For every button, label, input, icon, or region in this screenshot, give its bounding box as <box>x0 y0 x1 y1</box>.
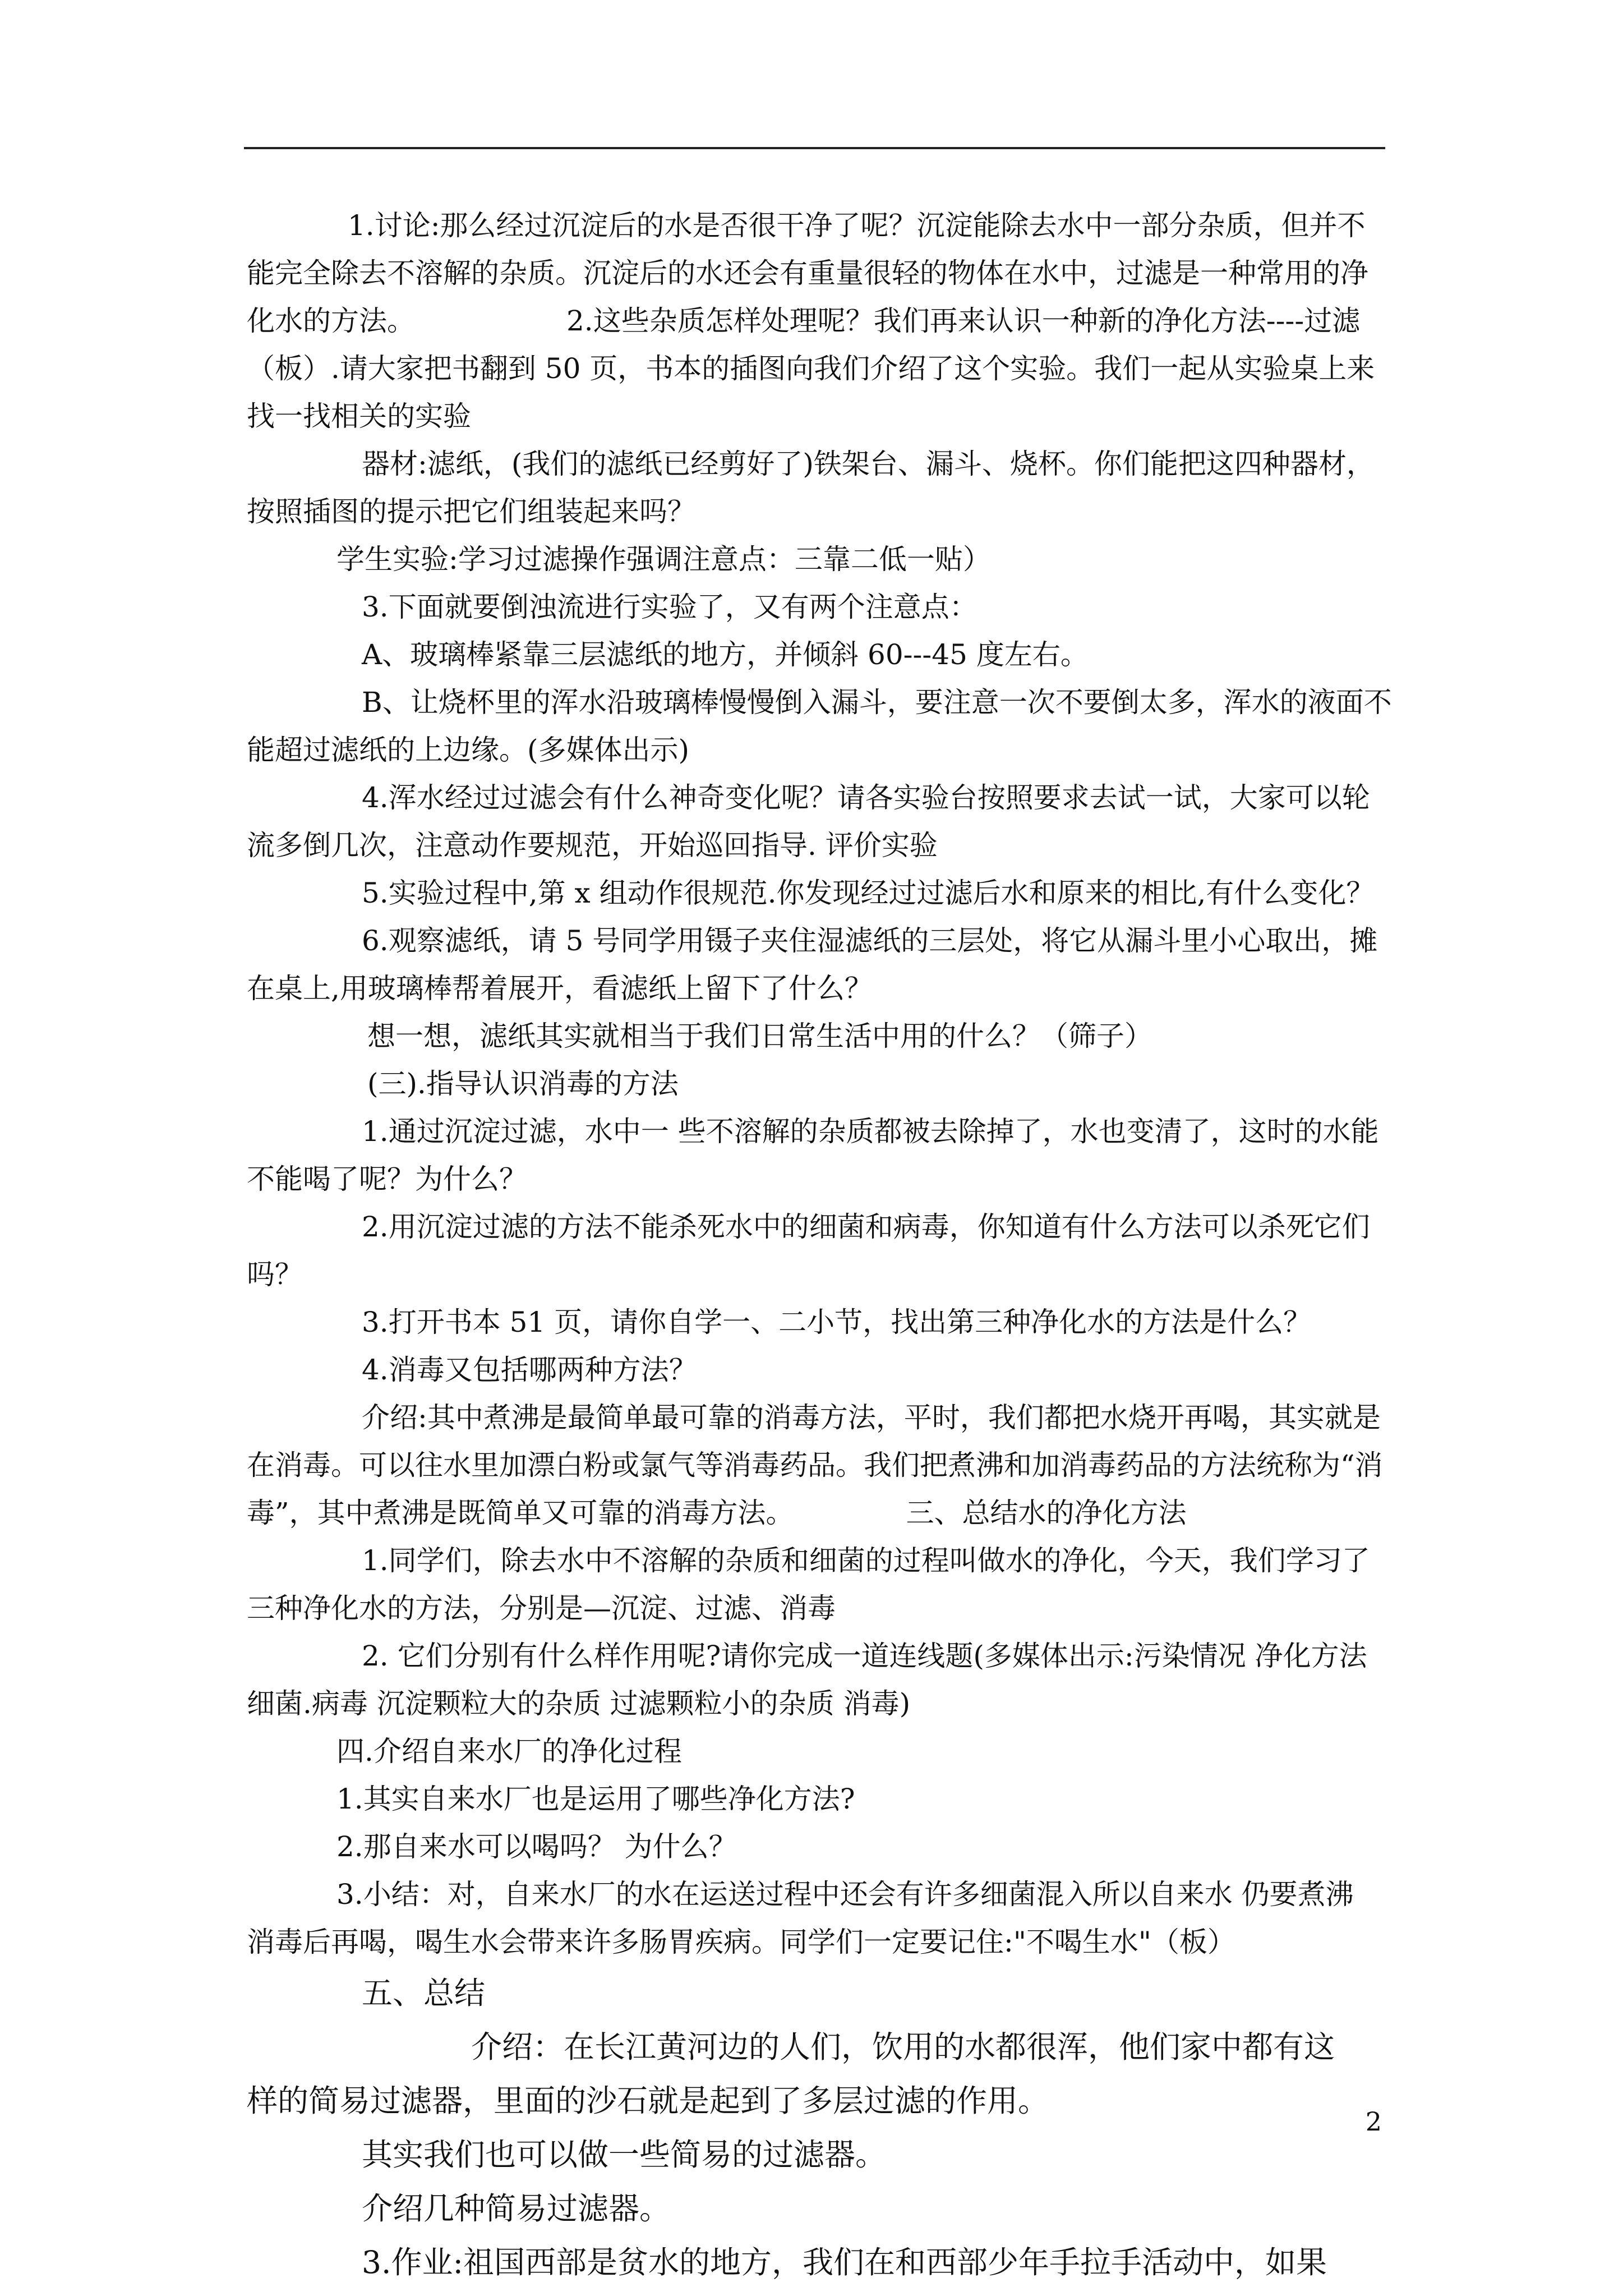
text-line: 1.通过沉淀过滤，水中一 些不溶解的杂质都被去除掉了，水也变清了，这时的水能 <box>362 1115 1379 1148</box>
text-line <box>247 297 1396 345</box>
text-span: 毒”，其中煮沸是既简单又可靠的消毒方法。 <box>247 1497 794 1529</box>
text-line <box>247 1489 1396 1537</box>
text-line: 4.浑水经过过滤会有什么神奇变化呢？请各实验台按照要求去试一试，大家可以轮 <box>362 781 1370 814</box>
text-line: 在消毒。可以往水里加漂白粉或氯气等消毒药品。我们把煮沸和加消毒药品的方法统称为“消 <box>247 1449 1383 1481</box>
section-heading: 五、总结 <box>362 1975 486 2011</box>
section-heading: 三、总结水的净化方法 <box>906 1497 1187 1529</box>
text-line: 流多倒几次，注意动作要规范，开始巡回指导. 评价实验 <box>247 829 938 862</box>
header-rule <box>244 147 1385 149</box>
text-line: 2. 它们分别有什么样作用呢?请你完成一道连线题(多媒体出示:污染情况 净化方法 <box>362 1640 1367 1672</box>
text-line: 学生实验:学习过滤操作强调注意点：三靠二低一贴） <box>336 543 991 576</box>
text-line: 3.作业:祖国西部是贫水的地方，我们在和西部少年手拉手活动中，如果 <box>362 2244 1327 2280</box>
text-line: 不能喝了呢？为什么？ <box>247 1163 527 1195</box>
text-line: 器材:滤纸，(我们的滤纸已经剪好了)铁架台、漏斗、烧杯。你们能把这四种器材， <box>362 448 1375 480</box>
text-line: 其实我们也可以做一些简易的过滤器。 <box>362 2137 887 2173</box>
text-line: 3.小结：对，自来水厂的水在运送过程中还会有许多细菌混入所以自来水 仍要煮沸 <box>336 1878 1354 1911</box>
text-line: 找一找相关的实验 <box>247 400 471 432</box>
text-line: 1.同学们，除去水中不溶解的杂质和细菌的过程叫做水的净化，今天，我们学习了 <box>362 1544 1370 1577</box>
text-line: 2.那自来水可以喝吗？ 为什么？ <box>336 1830 737 1863</box>
text-line: 介绍：在长江黄河边的人们，饮用的水都很浑，他们家中都有这 <box>471 2029 1335 2065</box>
text-span: 化水的方法。 <box>247 305 415 337</box>
page-number: 2 <box>1365 2106 1382 2137</box>
text-line: 按照插图的提示把它们组装起来吗？ <box>247 495 695 528</box>
text-line: 介绍几种简易过滤器。 <box>362 2191 671 2226</box>
text-line: 4.消毒又包括哪两种方法？ <box>362 1354 697 1386</box>
section-heading: 四.介绍自来水厂的净化过程 <box>336 1735 682 1768</box>
text-line: 能超过滤纸的上边缘。(多媒体出示) <box>247 734 690 766</box>
text-line: 消毒后再喝，喝生水会带来许多肠胃疾病。同学们一定要记住:"不喝生水"（板） <box>247 1926 1235 1958</box>
text-span: 2.这些杂质怎样处理呢？我们再来认识一种新的净化方法----过滤 <box>566 305 1361 337</box>
text-line: A、玻璃棒紧靠三层滤纸的地方，并倾斜 60---45 度左右。 <box>362 638 1089 671</box>
text-line: 三种净化水的方法，分别是—沉淀、过滤、消毒 <box>247 1592 836 1625</box>
text-line: 3.打开书本 51 页，请你自学一、二小节，找出第三种净化水的方法是什么？ <box>362 1306 1312 1338</box>
text-line: 能完全除去不溶解的杂质。沉淀后的水还会有重量很轻的物体在水中，过滤是一种常用的净 <box>247 257 1368 289</box>
text-line: B、让烧杯里的浑水沿玻璃棒慢慢倒入漏斗，要注意一次不要倒太多，浑水的液面不 <box>362 686 1392 719</box>
text-line: 细菌.病毒 沉淀颗粒大的杂质 过滤颗粒小的杂质 消毒) <box>247 1687 911 1720</box>
text-line: （板）.请大家把书翻到 50 页，书本的插图向我们介绍了这个实验。我们一起从实验桌上来 <box>247 352 1375 385</box>
text-line: 介绍:其中煮沸是最简单最可靠的消毒方法，平时，我们都把水烧开再喝，其实就是 <box>362 1401 1381 1434</box>
text-line: 吗？ <box>247 1258 303 1291</box>
text-line: 2.用沉淀过滤的方法不能杀死水中的细菌和病毒，你知道有什么方法可以杀死它们 <box>362 1211 1370 1243</box>
text-line: 3.下面就要倒浊流进行实验了，又有两个注意点： <box>362 591 978 623</box>
text-line: 在桌上,用玻璃棒帮着展开，看滤纸上留下了什么？ <box>247 972 873 1005</box>
page-content <box>247 202 1396 2289</box>
text-line: 5.实验过程中,第 x 组动作很规范.你发现经过过滤后水和原来的相比,有什么变化？ <box>362 877 1375 909</box>
text-line: 1.其实自来水厂也是运用了哪些净化方法? <box>336 1783 855 1815</box>
text-line: 1.讨论:那么经过沉淀后的水是否很干净了呢？沉淀能除去水中一部分杂质，但并不 <box>348 209 1366 242</box>
text-line: 样的简易过滤器，里面的沙石就是起到了多层过滤的作用。 <box>247 2083 1049 2119</box>
text-line: 想一想，滤纸其实就相当于我们日常生活中用的什么？（筛子） <box>367 1020 1152 1052</box>
text-line: (三).指导认识消毒的方法 <box>367 1068 679 1100</box>
text-line: 6.观察滤纸，请 5 号同学用镊子夹住湿滤纸的三层处，将它从漏斗里小心取出，摊 <box>362 924 1378 957</box>
